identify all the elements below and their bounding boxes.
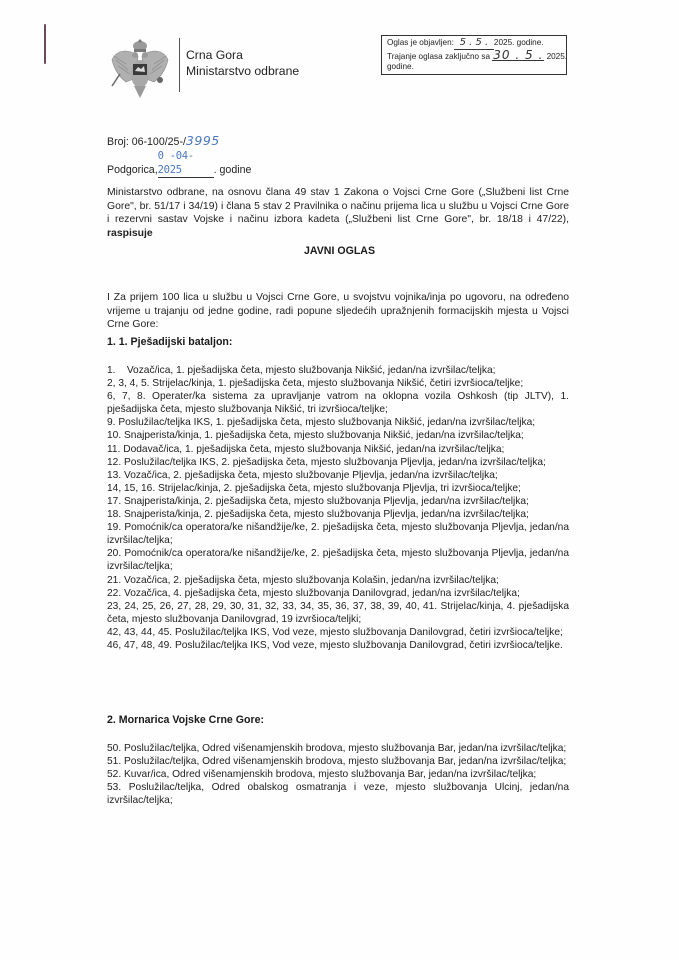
list-item: 52. Kuvar/ica, Odred višenamjenskih brodova, mjesto službovanja Bar, jedan/na izvršilac/teljka;: [107, 769, 537, 781]
place-date: [107, 149, 251, 178]
date-suffix: . godine: [213, 164, 252, 176]
section-heading-infantry: 1. 1. Pješadijski bataljon:: [107, 336, 233, 348]
margin-pen-mark: [44, 24, 46, 64]
list-item: 46, 47, 48, 49. Poslužilac/teljka IKS, Vod veze, mjesto službovanja Danilovgrad, četiri izvršioca/teljke.: [107, 639, 563, 651]
list-item: 23, 24, 25, 26, 27, 28, 29, 30, 31, 32, 33, 34, 35, 36, 37, 38, 39, 40, 41. Strijelac/kinja, 4. pješadijska četa, mjesto službovanja Danilovgrad, 19 izvršioca/teljki;: [107, 600, 569, 625]
list-item: 53. Poslužilac/teljka, Odred obalskog osmatranja i veze, mjesto službovanja Ulcinj, jedan/na izvršilac/teljka;: [107, 782, 569, 807]
reference-block: [107, 134, 251, 178]
section-list-navy: [107, 742, 569, 807]
publication-notice-box: [381, 35, 567, 75]
intro-text: Ministarstvo odbrane, na osnovu člana 49 stav 1 Zakona o Vojsci Crne Gore („Službeni list Crne Gore", br. 51/17 i 34/19) i člana 5 stav 2 Pravilnika o načinu prijema lica u službu u Vojsci Crne Gore i rezervni sastav Vojske i načinu izbora kadeta („Službeni list Crne Gore", br. 18/18 i 47/22),: [107, 187, 569, 225]
list-item: 11. Dodavač/ica, 1. pješadijska četa, mjesto službovanja Nikšić, jedan/na izvršilac/teljka;: [107, 443, 505, 455]
ministry-name: Ministarstvo odbrane: [186, 64, 300, 78]
reference-number-label: Broj: 06-100/25-/: [107, 136, 186, 148]
purpose-paragraph: I Za prijem 100 lica u službu u Vojsci Crne Gore, u svojstvu vojnika/inja po ugovoru, na određeno vrijeme u trajanju od jedne godine, radi popune sljedećih upražnjenih formacijskih mjesta u Vojsci Crne Gore:: [107, 292, 569, 330]
list-item: 21. Vozač/ica, 2. pješadijska četa, mjesto službovanja Kolašin, jedan/na izvršilac/teljka;: [107, 574, 499, 586]
duration-date-handwritten: 30 . 5 .: [493, 47, 544, 62]
list-item: 17. Snajperista/kinja, 2. pješadijska četa, mjesto službovanja Pljevlja, jedan/na izvršilac/teljka;: [107, 495, 529, 507]
list-item: 51. Poslužilac/teljka, Odred višenamjenskih brodova, mjesto službovanja Bar, jedan/na izvršilac/teljka;: [107, 756, 567, 768]
duration-label: Trajanje oglasa zaključno sa: [387, 51, 491, 61]
published-label: Oglas je objavljen:: [387, 38, 454, 47]
list-item: 18. Snajperista/kinja, 2. pješadijska četa, mjesto službovanja Pljevlja, jedan/na izvršilac/teljka;: [107, 509, 529, 521]
reference-number: [107, 134, 251, 149]
list-item: 6, 7, 8. Operater/ka sistema za upravljanje vatrom na oklopna vozila Oshkosh (tip JLTV), 1. pješadijska četa, mjesto službovanja Nikšić, tri izvršioca/teljke;: [107, 391, 569, 416]
list-item: 13. Vozač/ica, 2. pješadijska četa, mjesto službovanje Pljevlja, jedan/na izvršilac/teljka;: [107, 469, 498, 481]
list-item: 20. Pomoćnik/ca operatora/ke nišandžije/ke, 2. pješadijska četa, mjesto službovanja Pljevlja, jedan/na izvršilac/teljka;: [107, 548, 569, 573]
header-divider: [179, 38, 180, 92]
section-heading-navy: 2. Mornarica Vojske Crne Gore:: [107, 714, 264, 726]
date-stamp: 0 -04- 2025: [158, 149, 214, 178]
list-item: 2, 3, 4, 5. Strijelac/kinja, 1. pješadijska četa, mjesto službovanja Nikšić, četiri izvršioca/teljke;: [107, 378, 524, 390]
published-date-handwritten: 5 . 5 .: [454, 38, 494, 50]
duration-line: [387, 47, 568, 63]
intro-paragraph: [107, 186, 569, 240]
duration-suffix: 2025.: [546, 51, 568, 61]
section-list-infantry: [107, 364, 569, 652]
list-item: 9. Poslužilac/teljka IKS, 1. pješadijska četa, mjesto službovanja Nikšić, jedan/na izvršilac/teljka;: [107, 417, 536, 429]
list-item: 14, 15, 16. Strijelac/kinja, 2. pješadijska četa, mjesto službovanja Pljevlja, tri izvršioca/teljke;: [107, 482, 521, 494]
list-item: 10. Snajperista/kinja, 1. pješadijska četa, mjesto službovanja Nikšić, jedan/na izvršilac/teljka;: [107, 430, 524, 442]
list-item: 1. Vozač/ica, 1. pješadijska četa, mjesto službovanja Nikšić, jedan/na izvršilac/teljka;: [107, 365, 496, 376]
list-item: 50. Poslužilac/teljka, Odred višenamjenskih brodova, mjesto službovanja Bar, jedan/na izvršilac/teljka;: [107, 743, 567, 754]
list-item: 19. Pomoćnik/ca operatora/ke nišandžije/ke, 2. pješadijska četa, mjesto službovanja Pljevlja, jedan/na izvršilac/teljka;: [107, 522, 569, 547]
list-item: 22. Vozač/ica, 4. pješadijska četa, mjesto službovanja Danilovgrad, jedan/na izvršilac/teljka;: [107, 587, 520, 599]
place-label: Podgorica,: [107, 164, 158, 176]
country-name: Crna Gora: [186, 48, 243, 62]
montenegro-coat-of-arms-icon: [108, 38, 172, 100]
duration-suffix-line: godine.: [387, 62, 414, 71]
intro-verb: raspisuje: [107, 227, 153, 239]
list-item: 42, 43, 44, 45. Poslužilac/teljka IKS, Vod veze, mjesto službovanja Danilovgrad, četiri izvršioca/teljke;: [107, 626, 563, 638]
reference-number-handwritten: 3995: [185, 133, 220, 148]
list-item: 12. Poslužilac/teljka IKS, 2. pješadijska četa, mjesto službovanja Pljevlja, jedan/na izvršilac/teljka;: [107, 456, 546, 468]
published-suffix: 2025. godine.: [493, 38, 544, 47]
organization-header: [186, 47, 299, 79]
document-title: JAVNI OGLAS: [303, 245, 376, 257]
